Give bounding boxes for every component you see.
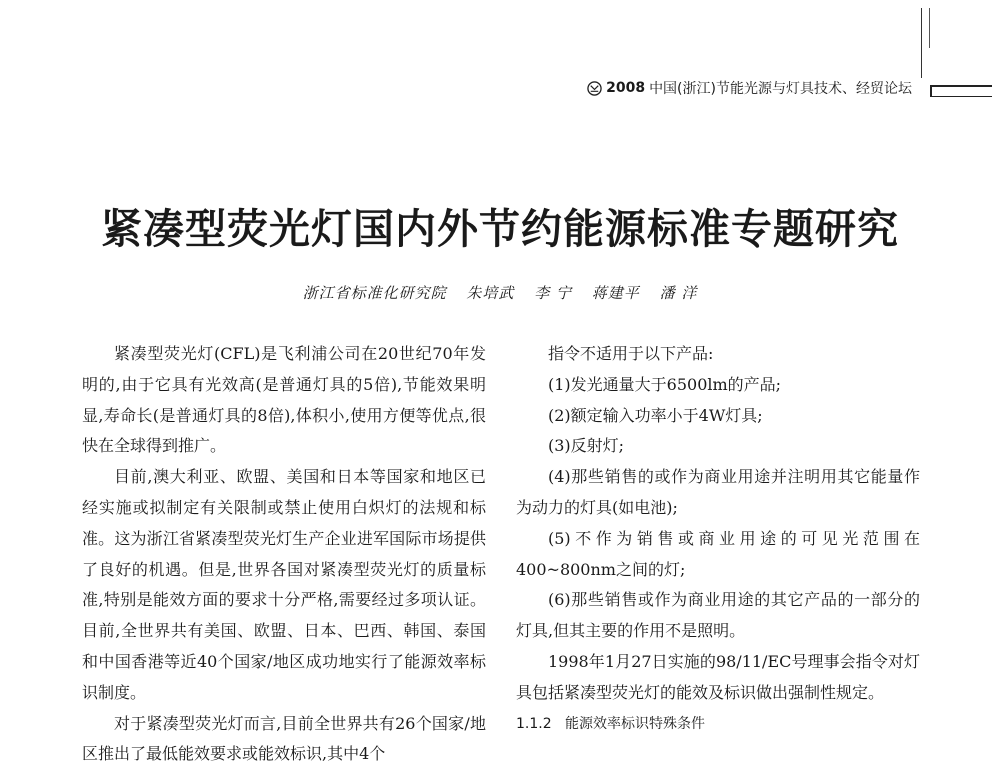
right-column (516, 339, 920, 739)
list-item: (1)发光通量大于6500lm的产品; (548, 374, 782, 394)
body-paragraph: 目前,澳大利亚、欧盟、美国和日本等国家和地区已经实施或拟制定有关限制或禁止使用白炽灯的法规和标准。这为浙江省紧凑型荧光灯生产企业进军国际市场提供了良好的机遇。但是,世界各国对紧凑型荧光灯的质量标准,特别是能效方面的要求十分严格,需要经过多项认证。目前,全世界共有美国、欧盟、日本、巴西、韩国、泰国和中国香港等近40个国家/地区成功地实行了能源效率标识制度。 (82, 467, 486, 702)
list-item: (4)那些销售的或作为商业用途并注明用其它能量作为动力的灯具(如电池); (516, 467, 920, 517)
left-column (82, 339, 486, 770)
scan-edge-line (921, 8, 922, 78)
circle-logo-icon (587, 81, 602, 96)
scan-edge-line (929, 8, 930, 48)
list-item: (2)额定输入功率小于4W灯具; (548, 405, 763, 425)
running-head-year: 2008 (606, 80, 646, 96)
section-number: 1.1.2 (516, 715, 552, 732)
body-paragraph: 1998年1月27日实施的98/11/EC号理事会指令对灯具包括紧凑型荧光灯的能效及标识做出强制性规定。 (516, 651, 920, 702)
section-title: 能源效率标识特殊条件 (564, 715, 705, 732)
list-item: (5)不作为销售或商业用途的可见光范围在400~800nm之间的灯; (516, 528, 920, 579)
author-name: 李 宁 (534, 284, 572, 302)
running-head (587, 78, 912, 98)
running-head-text: 中国(浙江)节能光源与灯具技术、经贸论坛 (649, 81, 912, 97)
list-intro: 指令不适用于以下产品: (548, 344, 714, 363)
paper-title: 紧凑型荧光灯国内外节约能源标准专题研究 (101, 205, 899, 253)
author-name: 蒋建平 (591, 284, 640, 302)
list-item: (6)那些销售或作为商业用途的其它产品的一部分的灯具,但其主要的作用不是照明。 (516, 590, 920, 641)
author-name: 潘 洋 (659, 284, 698, 302)
list-item: (3)反射灯; (548, 436, 625, 456)
author-line (0, 282, 1000, 303)
body-paragraph: 紧凑型荧光灯(CFL)是飞利浦公司在20世纪70年发明的,由于它具有光效高(是普通灯具的5倍),节能效果明显,寿命长(是普通灯具的8倍),体积小,使用方便等优点,很快在全球得到推广。 (82, 344, 486, 456)
section-heading (516, 709, 920, 740)
author-name: 朱培武 (466, 284, 515, 302)
body-paragraph: 对于紧凑型荧光灯而言,目前全世界共有26个国家/地区推出了最低能效要求或能效标识,其中4个 (82, 713, 486, 764)
scan-edge-box (930, 85, 992, 97)
author-institution: 浙江省标准化研究院 (302, 284, 447, 302)
